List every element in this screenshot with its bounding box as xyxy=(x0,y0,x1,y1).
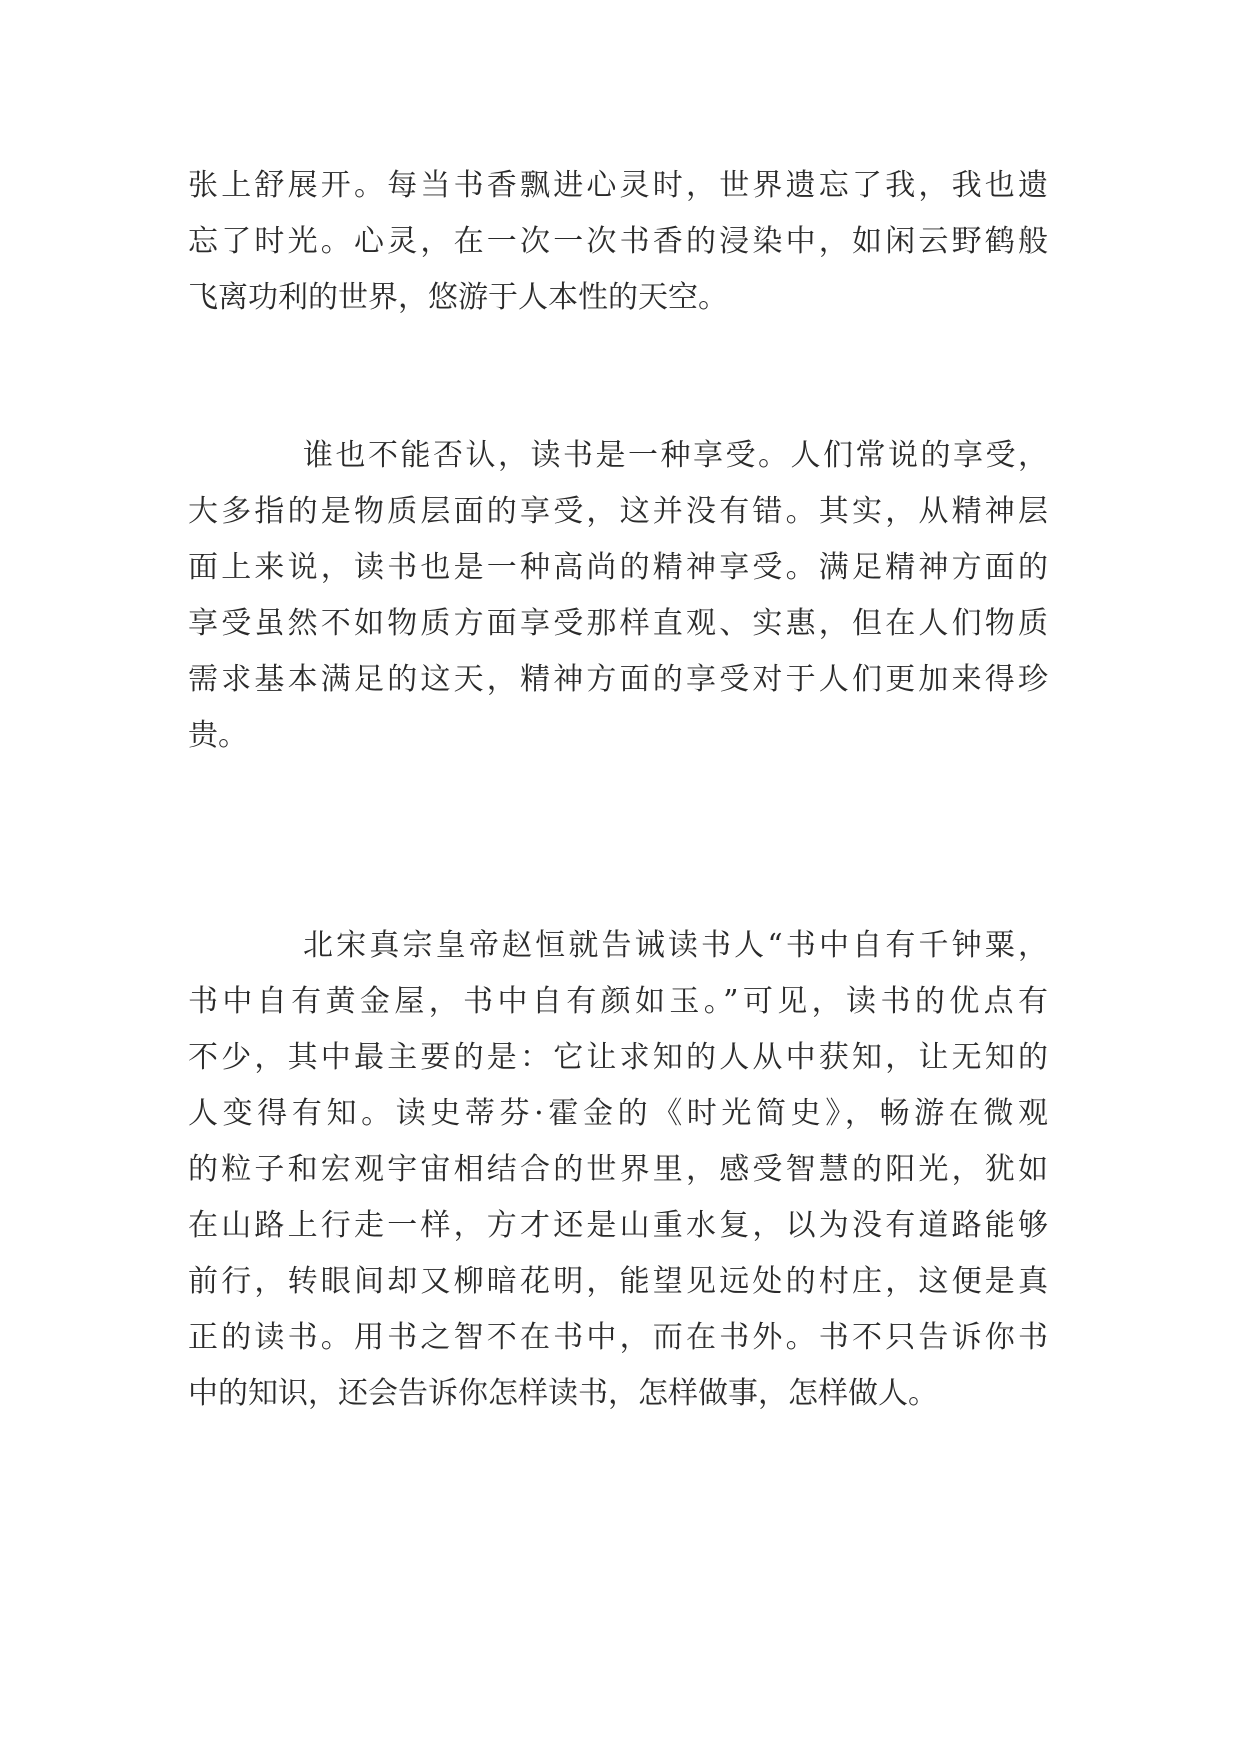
paragraph-3-line-6 xyxy=(0,1196,1241,1256)
line-text: 在山路上行走一样，方才还是山重水复，以为没有道路能够 xyxy=(188,1208,1048,1243)
line-text: 忘了时光。心灵，在一次一次书香的浸染中，如闲云野鹤般 xyxy=(188,224,1048,259)
line-text: 享受虽然不如物质方面享受那样直观、实惠，但在人们物质 xyxy=(188,606,1048,641)
line-text: 人变得有知。读史蒂芬·霍金的《时光简史》，畅游在微观 xyxy=(188,1096,1048,1131)
paragraph-1-line-3 xyxy=(0,268,1241,328)
paragraph-3-line-3 xyxy=(0,1028,1241,1088)
line-text: 需求基本满足的这天，精神方面的享受对于人们更加来得珍 xyxy=(188,662,1048,697)
line-text: 中的知识，还会告诉你怎样读书，怎样做事，怎样做人。 xyxy=(188,1376,938,1411)
paragraph-2-line-1 xyxy=(0,426,1241,486)
line-text: 的粒子和宏观宇宙相结合的世界里，感受智慧的阳光，犹如 xyxy=(188,1152,1048,1187)
paragraph-2-line-5 xyxy=(0,650,1241,710)
paragraph-1-line-1 xyxy=(0,156,1241,216)
line-text: 不少，其中最主要的是：它让求知的人从中获知，让无知的 xyxy=(188,1040,1048,1075)
line-text: 正的读书。用书之智不在书中，而在书外。书不只告诉你书 xyxy=(188,1320,1048,1355)
line-text: 谁也不能否认，读书是一种享受。人们常说的享受， xyxy=(303,438,1048,473)
paragraph-2-line-2 xyxy=(0,482,1241,542)
paragraph-3-line-9 xyxy=(0,1364,1241,1424)
paragraph-3-line-4 xyxy=(0,1084,1241,1144)
line-text: 大多指的是物质层面的享受，这并没有错。其实，从精神层 xyxy=(188,494,1048,529)
paragraph-3-line-2 xyxy=(0,972,1241,1032)
line-text: 贵。 xyxy=(188,718,248,753)
line-text: 张上舒展开。每当书香飘进心灵时，世界遗忘了我，我也遗 xyxy=(188,168,1048,203)
line-text: 飞离功利的世界，悠游于人本性的天空。 xyxy=(188,280,728,315)
paragraph-2-line-4 xyxy=(0,594,1241,654)
line-text: 北宋真宗皇帝赵恒就告诫读书人“书中自有千钟粟， xyxy=(303,928,1048,963)
paragraph-2-line-6 xyxy=(0,706,1241,766)
line-text: 前行，转眼间却又柳暗花明，能望见远处的村庄，这便是真 xyxy=(188,1264,1048,1299)
line-text: 面上来说，读书也是一种高尚的精神享受。满足精神方面的 xyxy=(188,550,1048,585)
paragraph-3-line-7 xyxy=(0,1252,1241,1312)
paragraph-2-line-3 xyxy=(0,538,1241,598)
line-text: 书中自有黄金屋，书中自有颜如玉。”可见，读书的优点有 xyxy=(188,984,1048,1019)
paragraph-3-line-5 xyxy=(0,1140,1241,1200)
paragraph-3-line-1 xyxy=(0,916,1241,976)
paragraph-1-line-2 xyxy=(0,212,1241,272)
paragraph-3-line-8 xyxy=(0,1308,1241,1368)
